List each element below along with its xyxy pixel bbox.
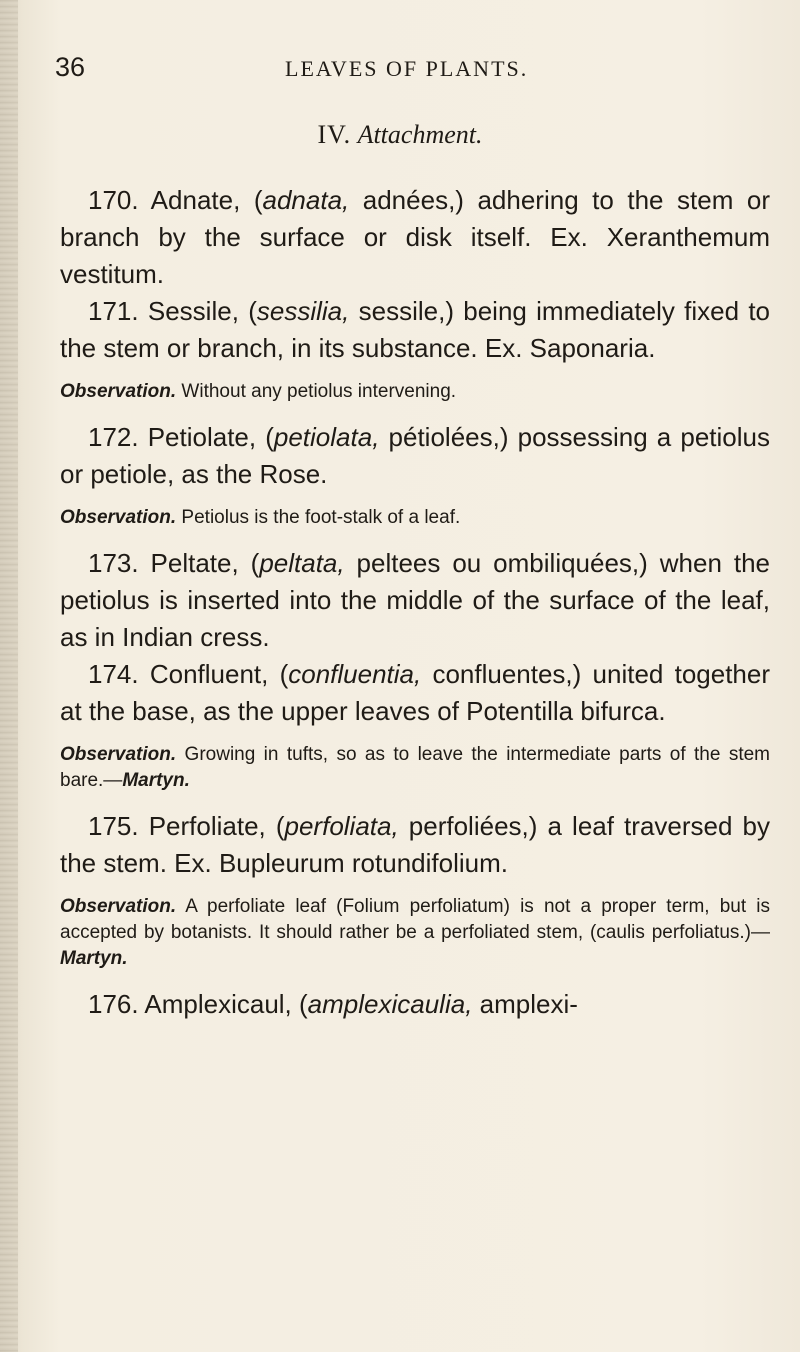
section-heading: Attachment. [357,120,483,149]
entry-174: 174. Confluent, (confluentia, confluentes,) united together at the base, as the upper leaves of Potentilla bifurca. [60,659,770,726]
entry-170: 170. Adnate, (adnata, adnées,) adhering to the stem or branch by the surface or disk itself. Ex. Xeranthemum vestitum. [60,185,771,289]
page-edge-shadow [0,0,18,1352]
section-numeral: IV. [317,120,352,149]
entry-172: 172. Petiolate, (petiolata, pétiolées,) possessing a petiolus or petiole, as the Rose. [60,422,770,489]
page-header [0,52,800,92]
observation-174: Observation. Growing in tufts, so as to leave the intermediate parts of the stem bare.—Martyn. [60,744,770,791]
page-body [60,182,770,1023]
entry-173: 173. Peltate, (peltata, peltees ou ombiliquées,) when the petiolus is inserted into the middle of the surface of the leaf, as in Indian cress. [60,548,770,652]
observation-171: Observation. Without any petiolus intervening. [60,381,457,402]
entry-171: 171. Sessile, (sessilia, sessile,) being immediately fixed to the stem or branch, in its substance. Ex. Saponaria. [60,296,771,363]
observation-175: Observation. A perfoliate leaf (Folium perfoliatum) is not a proper term, but is accepted by botanists. It should rather be a perfoliated stem, (caulis perfoliatus.)—Martyn. [60,896,770,969]
entry-176: 176. Amplexicaul, (amplexicaulia, amplexi- [88,989,578,1019]
observation-172: Observation. Petiolus is the foot-stalk of a leaf. [60,507,461,528]
page-number: 36 [55,52,86,82]
running-head: LEAVES OF PLANTS. [285,56,529,81]
entry-175: 175. Perfoliate, (perfoliata, perfoliées,) a leaf traversed by the stem. Ex. Bupleurum rotundifolium. [60,811,770,878]
section-title [0,120,800,150]
